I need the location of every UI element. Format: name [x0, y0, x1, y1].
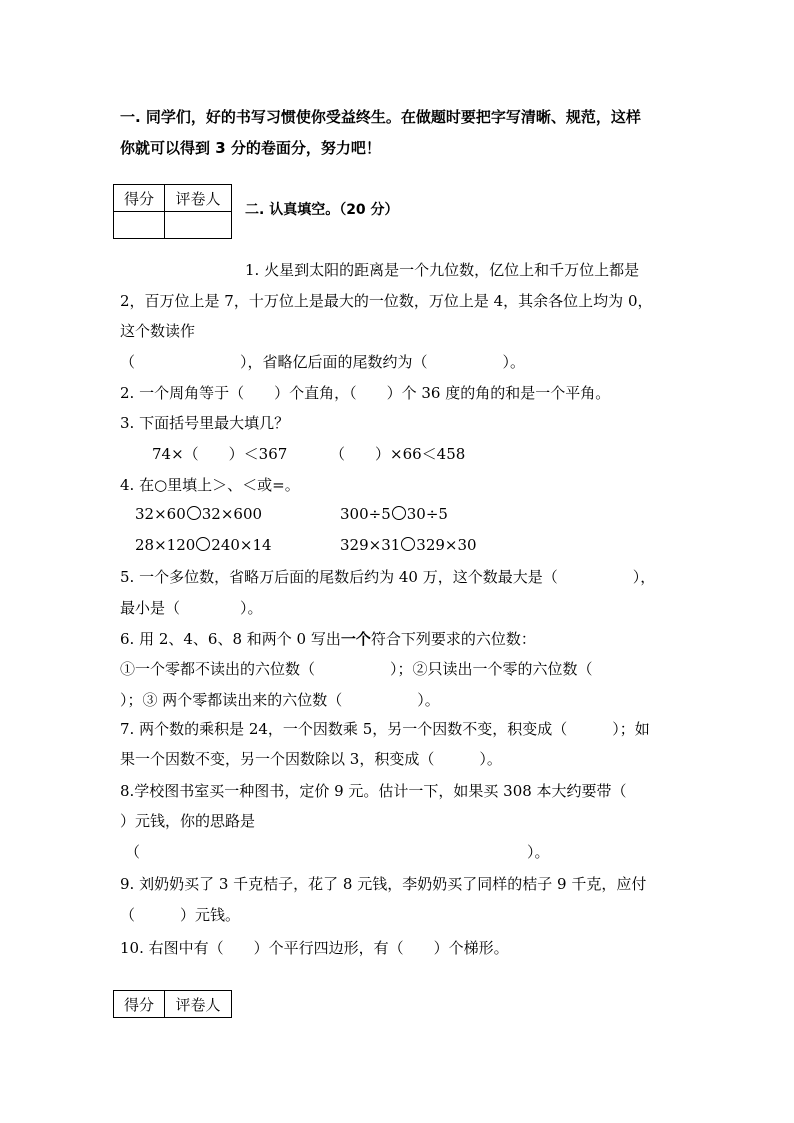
q4-c-right: 240×14 [211, 536, 272, 554]
intro-line-2: 你就可以得到 3 分的卷面分，努力吧！ [120, 139, 381, 157]
score-cell[interactable] [114, 212, 165, 239]
q2-text: 2. 一个周角等于（ ）个直角，（ ）个 36 度的角的和是一个平角。 [120, 384, 611, 402]
q3-expression-b: （ ）×66＜458 [330, 445, 466, 463]
score-header: 得分 [114, 991, 165, 1018]
q8-answer-open: （ [125, 843, 141, 861]
score-table-1 [113, 184, 232, 239]
q8-line-2: ）元钱，你的思路是 [120, 812, 256, 830]
q5-line-1: 5. 一个多位数，省略万后面的尾数后约为 40 万，这个数最大是（ ）， [120, 568, 656, 586]
grader-cell[interactable] [165, 212, 232, 239]
q6-line-2: ）；③ 两个零都读出来的六位数（ ）。 [120, 691, 440, 709]
compare-circle-icon[interactable] [187, 506, 201, 520]
q4-b-right: 30÷5 [406, 505, 448, 523]
compare-circle-icon[interactable] [392, 506, 406, 520]
q4-c-left: 28×120 [135, 536, 196, 554]
q3-expression-a: 74×（ ）＜367 [152, 445, 288, 463]
q4-comparison-b [340, 505, 448, 523]
q6-title-emphasis: 一个 [340, 630, 371, 648]
grader-header: 评卷人 [165, 185, 232, 212]
q6-title-pre: 6. 用 2、4、6、8 和两个 0 写出 [120, 630, 341, 648]
section-2-title: 二. 认真填空。（20 分） [245, 202, 399, 218]
score-table-2 [113, 990, 232, 1018]
q6-title [120, 628, 536, 649]
q4-comparison-d [340, 536, 477, 554]
q1-line-4: （ ），省略亿后面的尾数约为（ ）。 [120, 353, 526, 371]
q10-text: 10. 右图中有（ ）个平行四边形，有（ ）个梯形。 [120, 939, 509, 957]
grader-header: 评卷人 [165, 991, 232, 1018]
score-header: 得分 [114, 185, 165, 212]
compare-circle-icon[interactable] [401, 537, 415, 551]
q6-line-1: ①一个零都不读出的六位数（ ）；②只读出一个零的六位数（ [120, 660, 593, 678]
q9-line-1: 9. 刘奶奶买了 3 千克桔子，花了 8 元钱，李奶奶买了同样的桔子 9 千克，应付 [120, 875, 647, 893]
q4-d-left: 329×31 [340, 536, 401, 554]
q6-title-post: 符合下列要求的六位数： [370, 630, 536, 648]
q7-line-2: 果一个因数不变，另一个因数除以 3，积变成（ ）。 [120, 750, 502, 768]
q1-line-1: 1. 火星到太阳的距离是一个九位数，亿位上和千万位上都是 [245, 261, 640, 279]
q4-comparison-a [135, 505, 262, 523]
q8-answer-close: ）。 [527, 843, 550, 861]
q4-a-left: 32×60 [135, 505, 186, 523]
compare-circle-icon[interactable] [196, 537, 210, 551]
q5-line-2: 最小是（ ）。 [120, 599, 263, 617]
q4-a-right: 32×600 [201, 505, 263, 523]
q4-comparison-c [135, 536, 272, 554]
q4-b-left: 300÷5 [340, 505, 391, 523]
intro-line-1: 一. 同学们，好的书写习惯使你受益终生。在做题时要把字写清晰、规范，这样 [120, 108, 641, 126]
q4-d-right: 329×30 [416, 536, 477, 554]
q8-line-1: 8.学校图书室买一种图书，定价 9 元。估计一下，如果买 308 本大约要带（ [120, 782, 627, 800]
q1-line-2: 2，百万位上是 7，十万位上是最大的一位数，万位上是 4，其余各位上均为 0， [120, 292, 653, 310]
q4-title: 4. 在○里填上＞、＜或=。 [120, 476, 300, 494]
q3-title: 3. 下面括号里最大填几？ [120, 414, 290, 432]
q9-line-2: （ ）元钱。 [120, 906, 241, 924]
q1-line-3: 这个数读作 [120, 322, 196, 340]
q7-line-1: 7. 两个数的乘积是 24，一个因数乘 5，另一个因数不变，积变成（ ）；如 [120, 720, 650, 738]
